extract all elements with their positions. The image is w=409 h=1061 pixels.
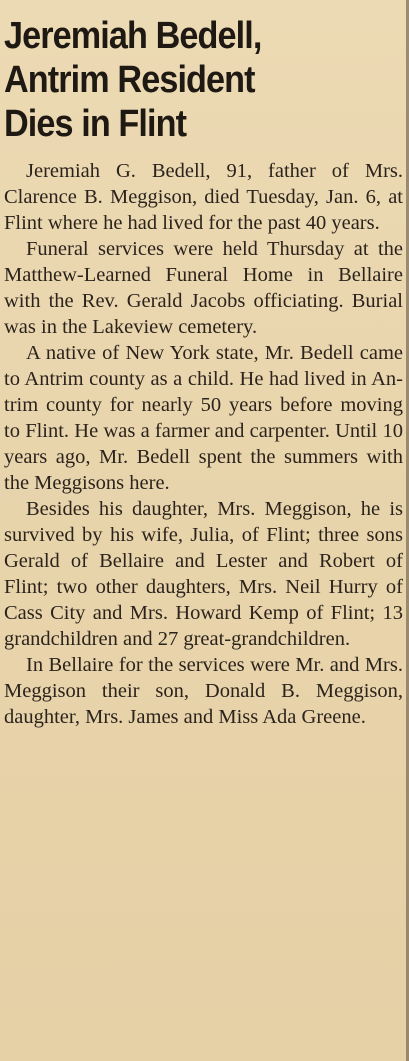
article-body — [4, 158, 403, 730]
paragraph-funeral: Funeral services were held Thursday at the Matthew-Learned Funeral Home in Bellaire with the Rev. Gerald Jacobs officiating. Burial was in the Lakeview cemetery. — [4, 238, 403, 338]
headline — [4, 14, 363, 146]
paragraph-attendees: In Bellaire for the services were Mr. and Mrs. Meggison their son, Donald B. Meggison, daughter, Mrs. James and Miss Ada Greene. — [4, 654, 403, 728]
headline-line-2: Antrim Resident — [4, 59, 255, 101]
headline-line-3: Dies in Flint — [4, 103, 187, 145]
paragraph-biography: A native of New York state, Mr. Bedell came to Antrim county as a child. He had lived in Antrim county for nearly 50 years before moving to Flint. He was a farmer and carpenter. Until 10 years ago, Mr. Bedell spent the summers with the Meggisons here. — [4, 342, 403, 494]
paragraph-death-notice: Jeremiah G. Bedell, 91, father of Mrs. Clarence B. Meggison, died Tuesday, Jan. 6, at Flint where he had lived for the past 40 years. — [4, 160, 403, 234]
headline-line-1: Jeremiah Bedell, — [4, 15, 262, 57]
paragraph-survivors: Besides his daughter, Mrs. Meggison, he is survived by his wife, Julia, of Flint; three sons Gerald of Bellaire and Lester and Robert of Flint; two other daughters, Mrs. Neil Hurry of Cass City and Mrs. Howard Kemp of Flint; 13 grandchildren and 27 great-grandchildren. — [4, 498, 403, 650]
